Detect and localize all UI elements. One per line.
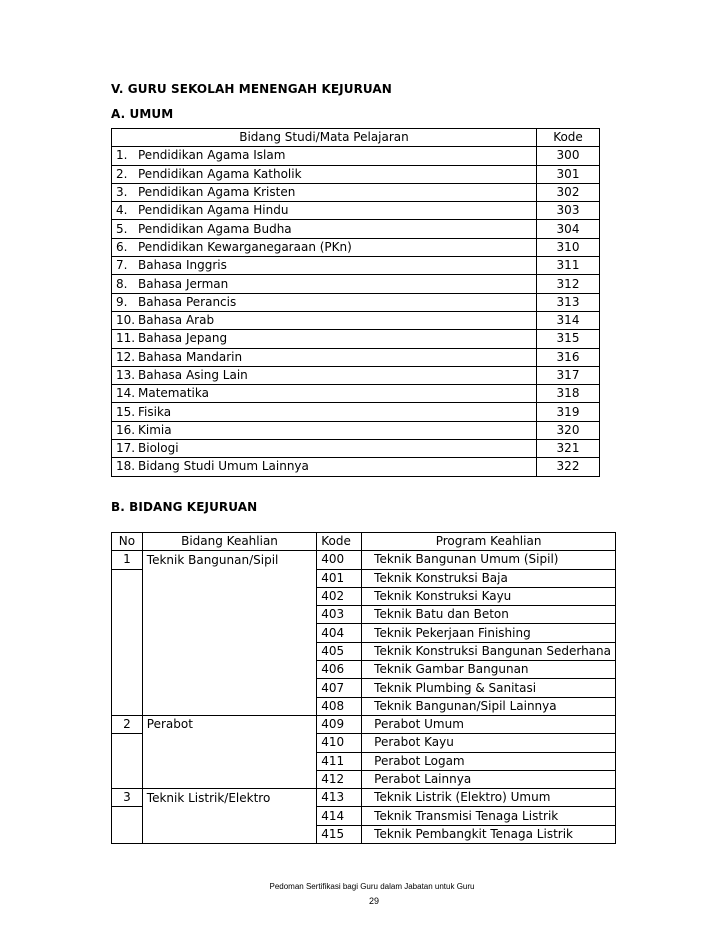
subject-name: Bahasa Inggris [138, 258, 227, 273]
subject-cell [112, 147, 537, 165]
no-cell [112, 624, 143, 642]
kode-cell: 401 [317, 569, 362, 587]
bidang-cell: Teknik Listrik/Elektro [142, 789, 316, 807]
kode-cell: 302 [537, 183, 600, 201]
program-cell: Teknik Bangunan/Sipil Lainnya [362, 697, 616, 715]
table-row [112, 661, 616, 679]
kode-cell: 311 [537, 257, 600, 275]
table-header-row [112, 533, 616, 551]
kode-cell: 405 [317, 642, 362, 660]
table-row [112, 220, 600, 238]
subject-name: Bahasa Mandarin [138, 349, 243, 364]
row-number: 7. [116, 258, 128, 273]
program-cell: Teknik Batu dan Beton [362, 606, 616, 624]
program-cell: Teknik Pembangkit Tenaga Listrik [362, 825, 616, 843]
kode-cell: 312 [537, 275, 600, 293]
subject-cell [112, 311, 537, 329]
table-row [112, 569, 616, 587]
no-cell [112, 770, 143, 788]
bidang-cell [142, 679, 316, 697]
program-cell: Teknik Konstruksi Baja [362, 569, 616, 587]
no-cell [112, 569, 143, 587]
no-cell: 3 [112, 789, 143, 807]
bidang-cell [142, 569, 316, 587]
subject-cell [112, 257, 537, 275]
no-cell [112, 825, 143, 843]
table-row [112, 752, 616, 770]
no-cell [112, 661, 143, 679]
kode-cell: 408 [317, 697, 362, 715]
table-row [112, 458, 600, 476]
subject-name: Pendidikan Agama Kristen [138, 185, 296, 200]
subject-cell [112, 183, 537, 201]
subject-name: Pendidikan Agama Hindu [138, 203, 289, 218]
kode-cell: 402 [317, 587, 362, 605]
row-number: 10. [116, 313, 136, 328]
table-row [112, 330, 600, 348]
subject-cell [112, 366, 537, 384]
row-number: 12. [116, 349, 136, 364]
kode-cell: 313 [537, 293, 600, 311]
table-row [112, 697, 616, 715]
program-cell: Teknik Konstruksi Kayu [362, 587, 616, 605]
subject-name: Bahasa Asing Lain [138, 368, 248, 382]
kode-cell: 315 [537, 330, 600, 348]
bidang-cell [142, 697, 316, 715]
table-row [112, 679, 616, 697]
row-number: 8. [116, 276, 128, 291]
table-row [112, 183, 600, 201]
table-row [112, 238, 600, 256]
table-row [112, 275, 600, 293]
table-row [112, 385, 600, 403]
kode-cell: 321 [537, 440, 600, 458]
bidang-cell: Teknik Bangunan/Sipil [142, 551, 316, 569]
no-cell [112, 642, 143, 660]
footer-text: Pedoman Sertifikasi bagi Guru dalam Jabatan untuk Guru [269, 882, 475, 891]
table-row [112, 642, 616, 660]
no-cell: 1 [112, 551, 143, 569]
kode-cell: 314 [537, 311, 600, 329]
subject-name: Bahasa Perancis [138, 294, 237, 309]
page-number: 29 [368, 896, 379, 906]
kode-cell: 316 [537, 348, 600, 366]
kode-cell: 301 [537, 165, 600, 183]
subject-cell [112, 348, 537, 366]
row-number: 13. [116, 368, 136, 382]
section-heading-umum: A. UMUM [111, 107, 174, 121]
table-row [112, 165, 600, 183]
subject-cell [112, 440, 537, 458]
kode-cell: 412 [317, 770, 362, 788]
column-header-bidang: Bidang Keahlian [142, 533, 316, 551]
kode-cell: 403 [317, 606, 362, 624]
bidang-cell [142, 587, 316, 605]
table-row [112, 293, 600, 311]
column-header-subject: Bidang Studi/Mata Pelajaran [112, 129, 537, 147]
kode-cell: 414 [317, 807, 362, 825]
table-row [112, 789, 616, 807]
kode-cell: 310 [537, 238, 600, 256]
no-cell [112, 679, 143, 697]
column-header-program: Program Keahlian [362, 533, 616, 551]
kode-cell: 410 [317, 734, 362, 752]
kode-cell: 304 [537, 220, 600, 238]
table-row [112, 257, 600, 275]
program-cell: Perabot Lainnya [362, 770, 616, 788]
bidang-cell [142, 734, 316, 752]
subject-cell [112, 293, 537, 311]
program-cell: Perabot Logam [362, 752, 616, 770]
subject-name: Matematika [138, 386, 209, 401]
subject-name: Bahasa Arab [138, 313, 215, 328]
table-row [112, 348, 600, 366]
column-header-kode: Kode [537, 129, 600, 147]
table-row [112, 734, 616, 752]
subject-name: Pendidikan Kewarganegaraan (PKn) [138, 239, 352, 254]
subject-name: Pendidikan Agama Budha [138, 221, 292, 236]
column-header-kode: Kode [317, 533, 362, 551]
table-row [112, 366, 600, 384]
subject-name: Kimia [138, 422, 172, 437]
kode-cell: 413 [317, 789, 362, 807]
kode-cell: 317 [537, 366, 600, 384]
subject-cell [112, 385, 537, 403]
row-number: 17. [116, 441, 136, 456]
no-cell [112, 752, 143, 770]
table-row [112, 770, 616, 788]
no-cell [112, 734, 143, 752]
table-row [112, 551, 616, 569]
table-row [112, 587, 616, 605]
bidang-cell [142, 770, 316, 788]
section-heading-kejuruan: B. BIDANG KEJURUAN [111, 500, 258, 514]
row-number: 4. [116, 203, 128, 218]
row-number: 2. [116, 166, 128, 181]
column-header-no: No [112, 533, 143, 551]
table-kejuruan [111, 532, 616, 844]
program-cell: Perabot Kayu [362, 734, 616, 752]
program-cell: Teknik Bangunan Umum (Sipil) [362, 551, 616, 569]
row-number: 5. [116, 221, 128, 236]
subject-name: Fisika [138, 404, 172, 419]
kode-cell: 320 [537, 421, 600, 439]
table-umum [111, 128, 600, 477]
bidang-cell [142, 624, 316, 642]
kode-cell: 409 [317, 715, 362, 733]
row-number: 15. [116, 404, 136, 419]
table-row [112, 825, 616, 843]
table-row [112, 311, 600, 329]
no-cell: 2 [112, 715, 143, 733]
subject-name: Bidang Studi Umum Lainnya [138, 459, 309, 474]
subject-name: Pendidikan Agama Katholik [138, 166, 302, 181]
row-number: 18. [116, 459, 136, 474]
no-cell [112, 587, 143, 605]
subject-cell [112, 421, 537, 439]
program-cell: Teknik Listrik (Elektro) Umum [362, 789, 616, 807]
subject-cell [112, 220, 537, 238]
program-cell: Teknik Gambar Bangunan [362, 661, 616, 679]
table-header-row [112, 129, 600, 147]
section-heading-main: V. GURU SEKOLAH MENENGAH KEJURUAN [111, 82, 392, 96]
kode-cell: 300 [537, 147, 600, 165]
table-row [112, 715, 616, 733]
program-cell: Perabot Umum [362, 715, 616, 733]
table-row [112, 403, 600, 421]
subject-cell [112, 403, 537, 421]
no-cell [112, 807, 143, 825]
subject-cell [112, 165, 537, 183]
subject-name: Bahasa Jerman [138, 276, 229, 291]
row-number: 3. [116, 185, 128, 200]
bidang-cell [142, 661, 316, 679]
bidang-cell [142, 606, 316, 624]
subject-cell [112, 275, 537, 293]
table-row [112, 606, 616, 624]
subject-name: Biologi [138, 441, 179, 456]
kode-cell: 411 [317, 752, 362, 770]
row-number: 14. [116, 386, 136, 401]
kode-cell: 318 [537, 385, 600, 403]
program-cell: Teknik Plumbing & Sanitasi [362, 679, 616, 697]
subject-name: Bahasa Jepang [138, 331, 228, 346]
kode-cell: 415 [317, 825, 362, 843]
kode-cell: 303 [537, 202, 600, 220]
table-row [112, 807, 616, 825]
table-row [112, 421, 600, 439]
kode-cell: 319 [537, 403, 600, 421]
kode-cell: 322 [537, 458, 600, 476]
program-cell: Teknik Transmisi Tenaga Listrik [362, 807, 616, 825]
bidang-cell: Perabot [142, 715, 316, 733]
table-row [112, 440, 600, 458]
bidang-cell [142, 752, 316, 770]
kode-cell: 400 [317, 551, 362, 569]
program-cell: Teknik Konstruksi Bangunan Sederhana [362, 642, 616, 660]
no-cell [112, 697, 143, 715]
table-row [112, 202, 600, 220]
bidang-cell [142, 807, 316, 825]
table-row [112, 147, 600, 165]
row-number: 11. [116, 331, 136, 346]
row-number: 9. [116, 294, 128, 309]
bidang-cell [142, 825, 316, 843]
kode-cell: 406 [317, 661, 362, 679]
row-number: 1. [116, 148, 128, 163]
table-row [112, 624, 616, 642]
row-number: 6. [116, 239, 128, 254]
program-cell: Teknik Pekerjaan Finishing [362, 624, 616, 642]
subject-cell [112, 330, 537, 348]
subject-cell [112, 458, 537, 476]
row-number: 16. [116, 422, 136, 437]
no-cell [112, 606, 143, 624]
subject-name: Pendidikan Agama Islam [138, 148, 286, 163]
bidang-cell [142, 642, 316, 660]
subject-cell [112, 202, 537, 220]
kode-cell: 404 [317, 624, 362, 642]
kode-cell: 407 [317, 679, 362, 697]
subject-cell [112, 238, 537, 256]
